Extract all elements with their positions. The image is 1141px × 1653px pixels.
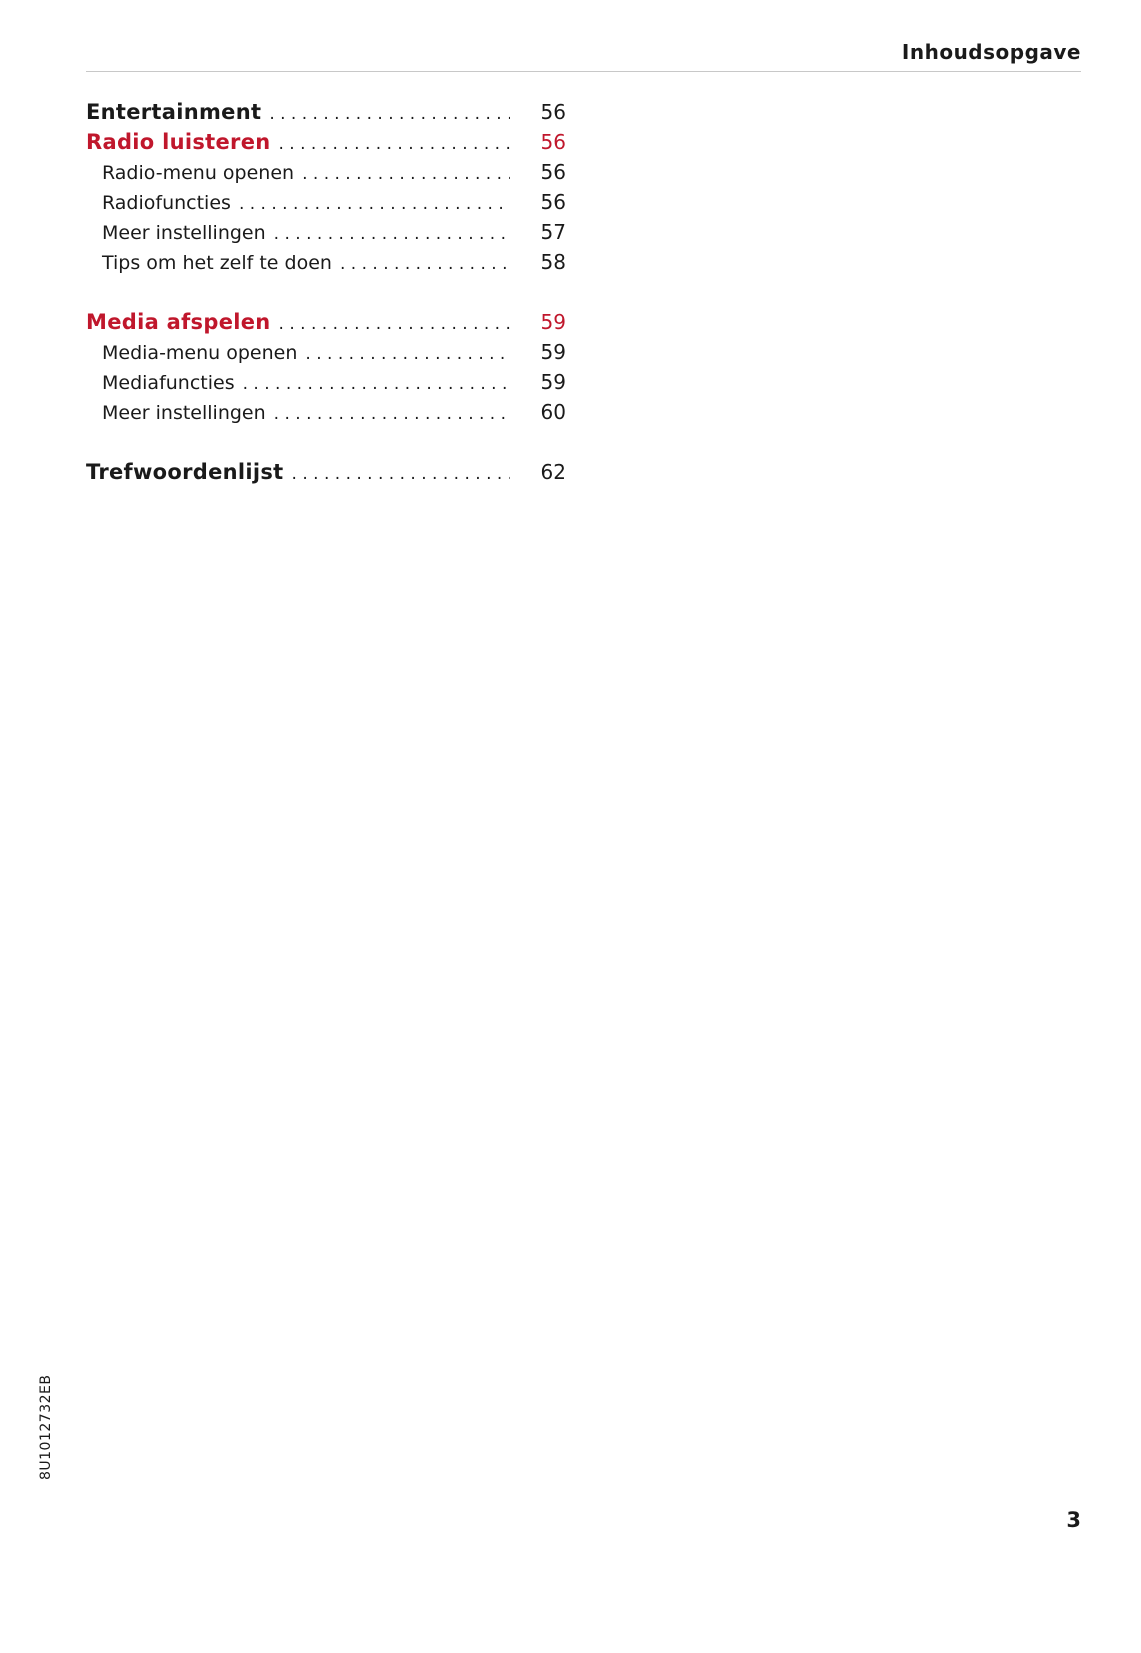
toc-leader-dots (269, 104, 510, 124)
toc-entry-page: 59 (540, 340, 566, 364)
toc-entry-page: 59 (540, 310, 566, 334)
toc-entry-label: Meer instellingen (86, 222, 274, 244)
toc-entry-radiofuncties[interactable] (86, 190, 566, 220)
toc-entry-page: 58 (540, 250, 566, 274)
page-header-title: Inhoudsopgave (901, 40, 1081, 64)
toc-entry-page: 57 (540, 220, 566, 244)
toc-entry-entertainment[interactable] (86, 100, 566, 130)
toc-entry-label: Meer instellingen (86, 402, 274, 424)
toc-leader-dots (340, 254, 510, 274)
toc-entry-meer-instellingen-media[interactable] (86, 400, 566, 430)
toc-entry-label: Radiofuncties (86, 192, 239, 214)
toc-entry-page: 56 (540, 160, 566, 184)
toc-leader-dots (274, 224, 510, 244)
toc-entry-page: 56 (540, 130, 566, 154)
toc-entry-page: 59 (540, 370, 566, 394)
toc-leader-dots (279, 134, 511, 154)
toc-entry-trefwoordenlijst[interactable] (86, 460, 566, 490)
toc-entry-media-afspelen[interactable] (86, 310, 566, 340)
toc-leader-dots (302, 164, 510, 184)
toc-entry-meer-instellingen-radio[interactable] (86, 220, 566, 250)
toc-entry-page: 56 (540, 100, 566, 124)
header-divider (86, 71, 1081, 72)
toc-entry-label: Trefwoordenlijst (86, 460, 292, 484)
toc-leader-dots (279, 314, 510, 334)
toc-entry-label: Tips om het zelf te doen (86, 252, 340, 274)
toc-entry-label: Media afspelen (86, 310, 279, 334)
toc-section-gap (86, 280, 566, 310)
toc-entry-media-menu-openen[interactable] (86, 340, 566, 370)
toc-leader-dots (292, 464, 510, 484)
toc-leader-dots (305, 344, 510, 364)
toc-section-gap (86, 430, 566, 460)
page-number: 3 (1066, 1508, 1081, 1532)
toc-leader-dots (239, 194, 510, 214)
toc-entry-page: 56 (540, 190, 566, 214)
toc-leader-dots (243, 374, 510, 394)
toc-entry-label: Media-menu openen (86, 342, 305, 364)
toc-entry-page: 60 (540, 400, 566, 424)
toc-entry-label: Entertainment (86, 100, 269, 124)
toc-entry-label: Mediafuncties (86, 372, 243, 394)
toc-entry-tips-om-het-zelf-te-doen[interactable] (86, 250, 566, 280)
toc-entry-label: Radio luisteren (86, 130, 279, 154)
toc-entry-mediafuncties[interactable] (86, 370, 566, 400)
table-of-contents (86, 100, 566, 490)
toc-leader-dots (274, 404, 510, 424)
toc-entry-label: Radio-menu openen (86, 162, 302, 184)
toc-entry-radio-menu-openen[interactable] (86, 160, 566, 190)
toc-entry-radio-luisteren[interactable] (86, 130, 566, 160)
document-code: 8U1012732EB (38, 1374, 54, 1480)
toc-entry-page: 62 (540, 460, 566, 484)
